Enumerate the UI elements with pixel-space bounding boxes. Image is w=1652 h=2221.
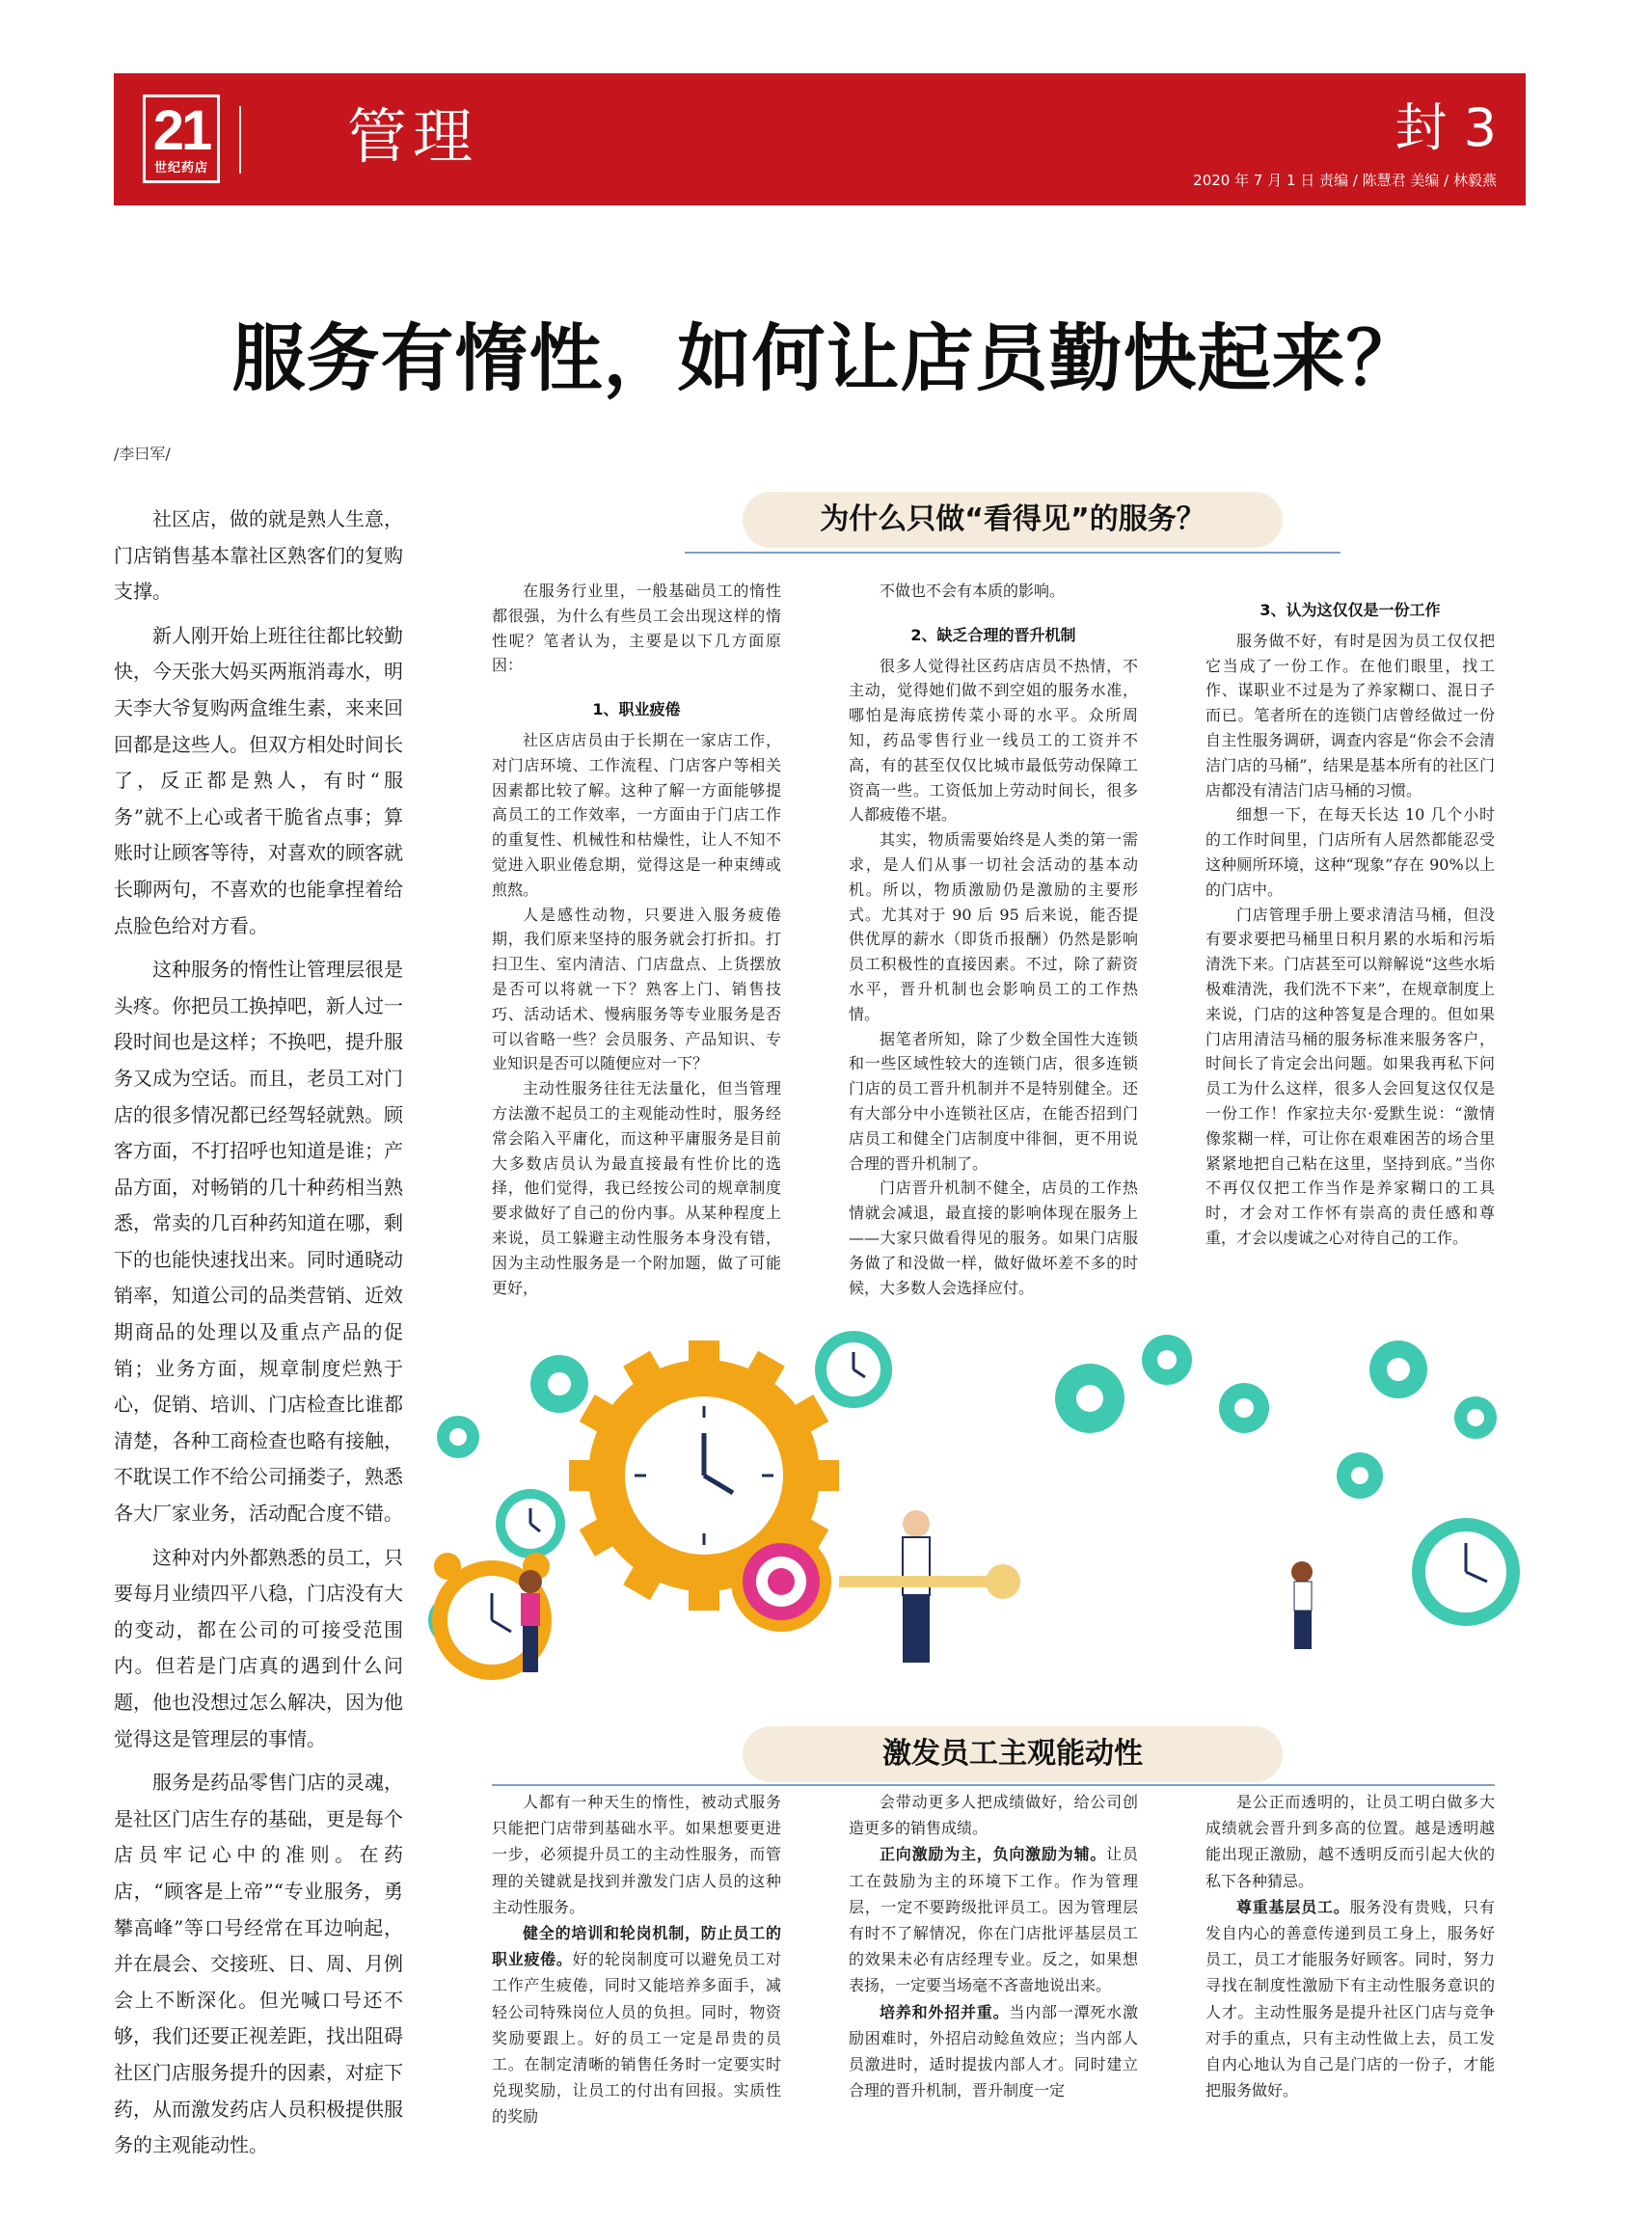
section2-column-2 (849, 1789, 1138, 2103)
article-headline: 服务有惰性，如何让店员勤快起来？ (231, 315, 1421, 401)
issue-date-editors: 2020 年 7 月 1 日 责编 / 陈慧君 美编 / 林毅燕 (1193, 172, 1497, 189)
body-paragraph: 人都有一种天生的惰性，被动式服务只能把门店带到基础水平。如果想要更进一步，必须提升员工的主动性服务，而管理的关键就是找到并激发门店人员的这种主动性服务。 (492, 1793, 781, 1916)
lead-in-bold: 尊重基层员工。 (1236, 1897, 1350, 1916)
intro-paragraph: 这种对内外都熟悉的员工，只要每月业绩四平八稳，门店没有大的变动，都在公司的可接受范围内。但若是门店真的遇到什么问题，他也没想过怎么解决，因为他觉得这是管理层的事情。 (114, 1545, 403, 1750)
section1-column-3 (1205, 579, 1495, 1251)
teal-clock-gear-icon (815, 1331, 892, 1408)
intro-paragraph: 这种服务的惰性让管理层很是头疼。你把员工换掉吧，新人过一段时间也是这样；不换吧，提升服务又成为空话。而且，老员工对门店的很多情况都已经驾轻就熟。顾客方面，不打招呼也知道是谁；产品方面，对畅销的几十种药相当熟悉，常卖的几百种药知道在哪，剩下的也能快速找出来。同时通晓动销率，知道公司的品类营销、近效期商品的处理以及重点产品的促销；业务方面，规章制度烂熟于心，促销、培训、门店检查比谁都清楚，各种工商检查也略有接触，不耽误工作不给公司捅娄子，熟悉各大厂家业务，活动配合度不错。 (114, 958, 403, 1526)
body-paragraph (849, 1841, 1138, 1998)
body-paragraph: 据笔者所知，除了少数全国性大连锁和一些区域性较大的连锁门店，很多连锁门店的员工晋升机制并不是特别健全。还有大部分中小连锁社区店，在能否招到门店员工和健全门店制度中徘徊，更不用说合理的晋升机制了。 (849, 1029, 1138, 1173)
section2-column-1 (492, 1789, 781, 2130)
body-paragraph: 服务做不好，有时是因为员工仅仅把它当成了一份工作。在他们眼里，找工作、谋职业不过是为了养家糊口、混日子而已。笔者所在的连锁门店曾经做过一份自主性服务调研，调查内容是“你会不会清洁门店的马桶”，结果是基本所有的社区门店都没有清洁门店马桶的习惯。 (1205, 631, 1495, 799)
subsection-heading: 2、缺乏合理的晋升机制 (910, 625, 1076, 644)
body-paragraph (1205, 1894, 1495, 2104)
running-clock-icon (1412, 1518, 1520, 1626)
teal-gear-icon (1454, 1396, 1497, 1439)
section1-column-1 (492, 579, 781, 1300)
body-paragraph: 社区店店员由于长期在一家店工作，对门店环境、工作流程、门店客户等相关因素都比较了解。这种了解一方面能够提高员工的工作效率，一方面由于门店工作的重复性、机械性和枯燥性，让人不知不觉进入职业倦怠期，觉得这是一种束缚或煎熬。 (492, 730, 781, 899)
teal-gear-icon (437, 1416, 479, 1458)
masthead-banner (114, 73, 1526, 205)
lead-in-bold: 正向激励为主，负向激励为辅。 (880, 1845, 1107, 1864)
body-paragraph: 很多人觉得社区药店店员不热情，不主动，觉得她们做不到空姐的服务水准，哪怕是海底捞传菜小哥的水平。众所周知，药品零售行业一线员工的工资并不高，有的甚至仅仅比城市最低劳动保障工资高一些。工资低加上劳动时间长，很多人都疲倦不堪。 (849, 656, 1138, 825)
teal-gear-icon (1055, 1364, 1124, 1433)
logo-number: 21 (152, 99, 210, 162)
teal-gear-icon (530, 1355, 588, 1413)
section1-column-2 (849, 579, 1138, 1300)
paragraph-text: 服务没有贵贱，只有发自内心的善意传递到员工身上，服务好员工，员工才能服务好顾客。同时，努力寻找在制度性激励下有主动性服务意识的人才。主动性服务是提升社区门店与竞争对手的重点，只有主动性做上去，员工发自内心地认为自己是门店的一份子，才能把服务做好。 (1205, 1897, 1495, 2100)
paragraph-text: 好的轮岗制度可以避免员工对工作产生疲倦，同时又能培养多面手，减轻公司特殊岗位人员的负担。同时，物资奖励要跟上。好的员工一定是昂贵的员工。在制定清晰的销售任务时一定要实时兑现奖励，让员工的付出有回报。实质性的奖励 (492, 1950, 781, 2126)
section-rule (685, 552, 1341, 554)
intro-paragraph: 服务是药品零售门店的灵魂，是社区门店生存的基础，更是每个店员牢记心中的准则。在药店，“顾客是上帝”“专业服务，勇攀高峰”等口号经常在耳边响起，并在晨会、交接班、日、周、月例会上不断深化。但光喊口号还不够，我们还要正视差距，找出阻碍社区门店服务提升的因素，对症下药，从而激发药店人员积极提供服务的主观能动性。 (114, 1771, 403, 2157)
section-title: 管理 (347, 101, 479, 172)
section2-column-3 (1205, 1789, 1495, 2103)
body-paragraph: 主动性服务往往无法量化，但当管理方法激不起员工的主观能动性时，服务经常会陷入平庸化，而这种平庸服务是目前大多数店员认为最直接最有性价比的选择，他们觉得，我已经按公司的规章制度要求做好了自己的份内事。从某种程度上来说，员工躲避主动性服务本身没有错，因为主动性服务是一个附加题，做了可能更好， (492, 1079, 781, 1297)
teal-gear-icon (1142, 1335, 1192, 1385)
pink-target-gear-icon (731, 1531, 831, 1632)
lead-in-bold: 健全的培训和轮岗机制，防止员工的职业疲倦。 (492, 1924, 781, 1969)
body-paragraph: 是公正而透明的，让员工明白做多大成绩就会晋升到多高的位置。越是透明越能出现正激励，越不透明反而引起大伙的私下各种猜忌。 (1205, 1793, 1495, 1890)
intro-paragraph: 社区店，做的就是熟人生意，门店销售基本靠社区熟客们的复购支撑。 (114, 507, 403, 604)
paragraph-text: 让员工在鼓励为主的环境下工作。作为管理层，一定不要跨级批评员工。因为管理层有时不了解情况，你在门店批评基层员工的效果未必有店经理专业。反之，如果想表扬，一定要当场毫不吝啬地说出来。 (849, 1845, 1138, 1995)
teal-gear-icon (1369, 1341, 1427, 1398)
body-paragraph: 会带动更多人把成绩做好，给公司创造更多的销售成绩。 (849, 1793, 1138, 1838)
newspaper-logo (143, 95, 220, 183)
body-paragraph: 其实，物质需要始终是人类的第一需求，是人们从事一切社会活动的基本动机。所以，物质激励仍是激励的主要形式。尤其对于 90 后 95 后来说，能否提供优厚的薪水（即货币报酬）仍然是影响员工积极性的直接因素。不过，除了薪资水平，晋升机制也会影响员工的工作热情。 (849, 830, 1138, 1023)
subsection-heading: 3、认为这仅仅是一份工作 (1259, 601, 1441, 619)
page-label: 封 3 (1395, 97, 1497, 158)
running-woman-figure (1291, 1561, 1313, 1649)
body-paragraph (849, 1999, 1138, 2104)
body-paragraph: 门店管理手册上要求清洁马桶，但没有要求要把马桶里日积月累的水垢和污垢清洗下来。门店甚至可以辩解说“这些水垢极难清洗，我们洗不下来”，在规章制度上来说，门店的这种答复是合理的。但如果门店用清洁马桶的服务标准来服务客户，时间长了肯定会出问题。如果我再私下问员工为什么这样，很多人会回复这仅仅是一份工作！作家拉夫尔·爱默生说：“激情像浆糊一样，可让你在艰难困苦的场合里紧紧地把自己粘在这里，坚持到底。”当你不再仅仅把工作当作是养家糊口的工具时，才会对工作怀有崇高的责任感和尊重，才会以虔诚之心对待自己的工作。 (1205, 905, 1495, 1247)
intro-paragraph: 新人刚开始上班往往都比较勤快，今天张大妈买两瓶消毒水，明天李大爷复购两盒维生素，来来回回都是这些人。但双方相处时间长了，反正都是熟人，有时“服务”就不上心或者干脆省点事；算账时让顾客等待，对喜欢的顾客就长聊两句，不喜欢的也能拿捏着给点脸色给对方看。 (114, 623, 403, 937)
body-paragraph (492, 1920, 781, 2130)
teal-gear-icon (1219, 1383, 1269, 1433)
logo-subtitle: 世纪药店 (153, 161, 208, 176)
teal-clock-icon (496, 1489, 565, 1558)
body-paragraph: 不做也不会有本质的影响。 (880, 582, 1066, 600)
section-rule (492, 1784, 1495, 1786)
body-paragraph: 门店晋升机制不健全，店员的工作热情就会减退，最直接的影响体现在服务上——大家只做看得见的服务。如果门店服务做了和没做一样，做好做坏差不多的时候，大多数人会选择应付。 (849, 1178, 1138, 1297)
paragraph-text: 当内部一潭死水激励困难时，外招启动鲶鱼效应；当内部人员激进时，适时提拔内部人才。同时建立合理的晋升机制，晋升制度一定 (849, 2002, 1138, 2100)
body-paragraph: 人是感性动物，只要进入服务疲倦期，我们原来坚持的服务就会打折扣。打扫卫生、室内清洁、门店盘点、上货摆放是否可以将就一下？熟客上门、销售技巧、活动话术、慢病服务等专业服务是否可以省略一些？会员服务、产品知识、专业知识是否可以随便应对一下？ (492, 905, 781, 1073)
body-paragraph: 细想一下，在每天长达 10 几个小时的工作时间里，门店所有人居然都能忍受这种厕所环境，这种“现象”存在 90%以上的门店中。 (1205, 805, 1495, 899)
section-banner-why: 为什么只做“看得见”的服务？ (743, 492, 1283, 548)
gears-clocks-illustration (415, 1331, 1553, 1746)
lead-in-bold: 培养和外招并重。 (880, 2002, 1010, 2021)
subsection-heading: 1、职业疲倦 (592, 700, 681, 719)
header-divider (239, 106, 241, 174)
body-paragraph: 在服务行业里，一般基础员工的惰性都很强，为什么有些员工会出现这样的惰性呢？笔者认为，主要是以下几方面原因： (492, 582, 781, 675)
section-banner-motivate: 激发员工主观能动性 (743, 1726, 1283, 1782)
article-byline: /李曰军/ (114, 445, 171, 463)
intro-column (114, 501, 403, 2172)
teal-gear-icon (1337, 1452, 1383, 1499)
